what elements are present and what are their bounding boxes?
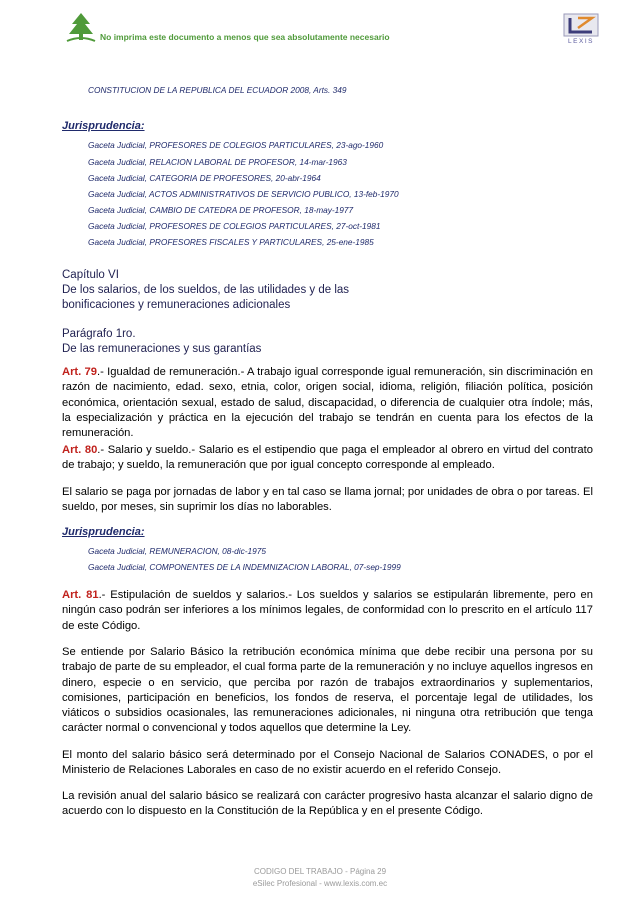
print-notice: No imprima este documento a menos que sea absolutamente necesario (100, 32, 390, 42)
article-80-label: Art. 80 (62, 444, 98, 456)
jurisprudencia-heading: Jurisprudencia: (62, 120, 145, 132)
paragraph-title: De las remuneraciones y sus garantías (62, 343, 262, 355)
constitution-link[interactable]: CONSTITUCION DE LA REPUBLICA DEL ECUADOR 2008, Arts. 349 (88, 85, 347, 95)
article-81 (62, 588, 593, 634)
footer-site: eSilec Profesional - www.lexis.com.ec (252, 879, 388, 888)
article-81-label: Art. 81 (62, 589, 99, 601)
chapter-title: De los salarios, de los sueldos, de las utilidades y de las (62, 284, 350, 296)
article-79-label: Art. 79 (62, 366, 98, 378)
chapter-number: Capítulo VI (62, 269, 119, 281)
juris-link[interactable]: Gaceta Judicial, PROFESORES DE COLEGIOS PARTICULARES, 23-ago-1960 (88, 140, 384, 150)
juris-link[interactable]: Gaceta Judicial, PROFESORES DE COLEGIOS PARTICULARES, 27-oct-1981 (88, 221, 381, 231)
tree-logo-icon (66, 12, 96, 44)
article-80-text: .- Salario y sueldo.- Salario es el estipendio que paga el empleador al obrero en virtud del contrato de trabajo; y sueldo, la remuneración que por igual concepto corresponde al empleado. (62, 444, 593, 472)
article-81-paragraph-4: La revisión anual del salario básico se realizará con carácter progresivo hasta alcanzar el salario digno de acuerdo con lo dispuesto en la Constitución de la República y en el presente Código. (62, 790, 593, 818)
article-81-paragraph-2: Se entiende por Salario Básico la retribución económica mínima que debe recibir una persona por su trabajo de parte de su empleador, el cual forma parte de la remuneración y no incluye aquellos ingresos en dinero, especie o en servicio, que perciba por razón de trabajos extraordinarios y suplementarios, comisiones, participación en beneficios, los fondos de reserva, el porcentaje legal de utilidades, los viáticos o subsidios ocasionales, las remuneraciones adicionales, ni ninguna otra retribución que tenga carácter normal o convencional y todos aquellos que determine la Ley. (62, 646, 593, 735)
juris-link[interactable]: Gaceta Judicial, COMPONENTES DE LA INDEMNIZACION LABORAL, 07-sep-1999 (88, 562, 401, 572)
article-79 (62, 365, 593, 441)
article-79-text: .- Igualdad de remuneración.- A trabajo igual corresponde igual remuneración, sin discriminación en razón de nacimiento, edad. sexo, etnia, color, origen social, idioma, religión, filiación política, posición económica, orientación sexual, estado de salud, discapacidad, o diferencia de cualquier otra índole; más, la especialización y práctica en la ejecución del trabajo se tendrán en cuenta para los efectos de la remuneración. (62, 366, 593, 440)
juris-link[interactable]: Gaceta Judicial, ACTOS ADMINISTRATIVOS DE SERVICIO PUBLICO, 13-feb-1970 (88, 189, 399, 199)
article-81-paragraph-3: El monto del salario básico será determinado por el Consejo Nacional de Salarios CONADES, o por el Ministerio de Relaciones Laborales en caso de no existir acuerdo en el referido Consejo. (62, 749, 593, 777)
footer-page: CODIGO DEL TRABAJO - Página 29 (253, 867, 387, 876)
article-80-paragraph: El salario se paga por jornadas de labor y en tal caso se llama jornal; por unidades de obra o por tareas. El sueldo, por meses, sin suprimir los días no laborables. (62, 486, 593, 514)
paragraph-number: Parágrafo 1ro. (62, 328, 136, 340)
juris-link[interactable]: Gaceta Judicial, PROFESORES FISCALES Y PARTICULARES, 25-ene-1985 (88, 237, 374, 247)
juris-link[interactable]: Gaceta Judicial, RELACION LABORAL DE PROFESOR, 14-mar-1963 (88, 157, 347, 167)
jurisprudencia-heading: Jurisprudencia: (62, 526, 145, 538)
article-81-text: .- Estipulación de sueldos y salarios.- Los sueldos y salarios se estipularán libremente, pero en ningún caso podrán ser inferiores a los mínimos legales, de conformidad con lo prescrito en el artículo 117 de este Código. (62, 589, 593, 632)
juris-link[interactable]: Gaceta Judicial, REMUNERACION, 08-dic-1975 (88, 546, 266, 556)
article-80 (62, 443, 593, 474)
juris-link[interactable]: Gaceta Judicial, CATEGORIA DE PROFESORES, 20-abr-1964 (88, 173, 321, 183)
lexis-logo-icon (558, 12, 604, 52)
chapter-title-cont: bonificaciones y remuneraciones adicionales (62, 299, 291, 311)
lexis-brand: LEXIS (568, 38, 594, 45)
juris-link[interactable]: Gaceta Judicial, CAMBIO DE CATEDRA DE PROFESOR, 18-may-1977 (88, 205, 354, 215)
